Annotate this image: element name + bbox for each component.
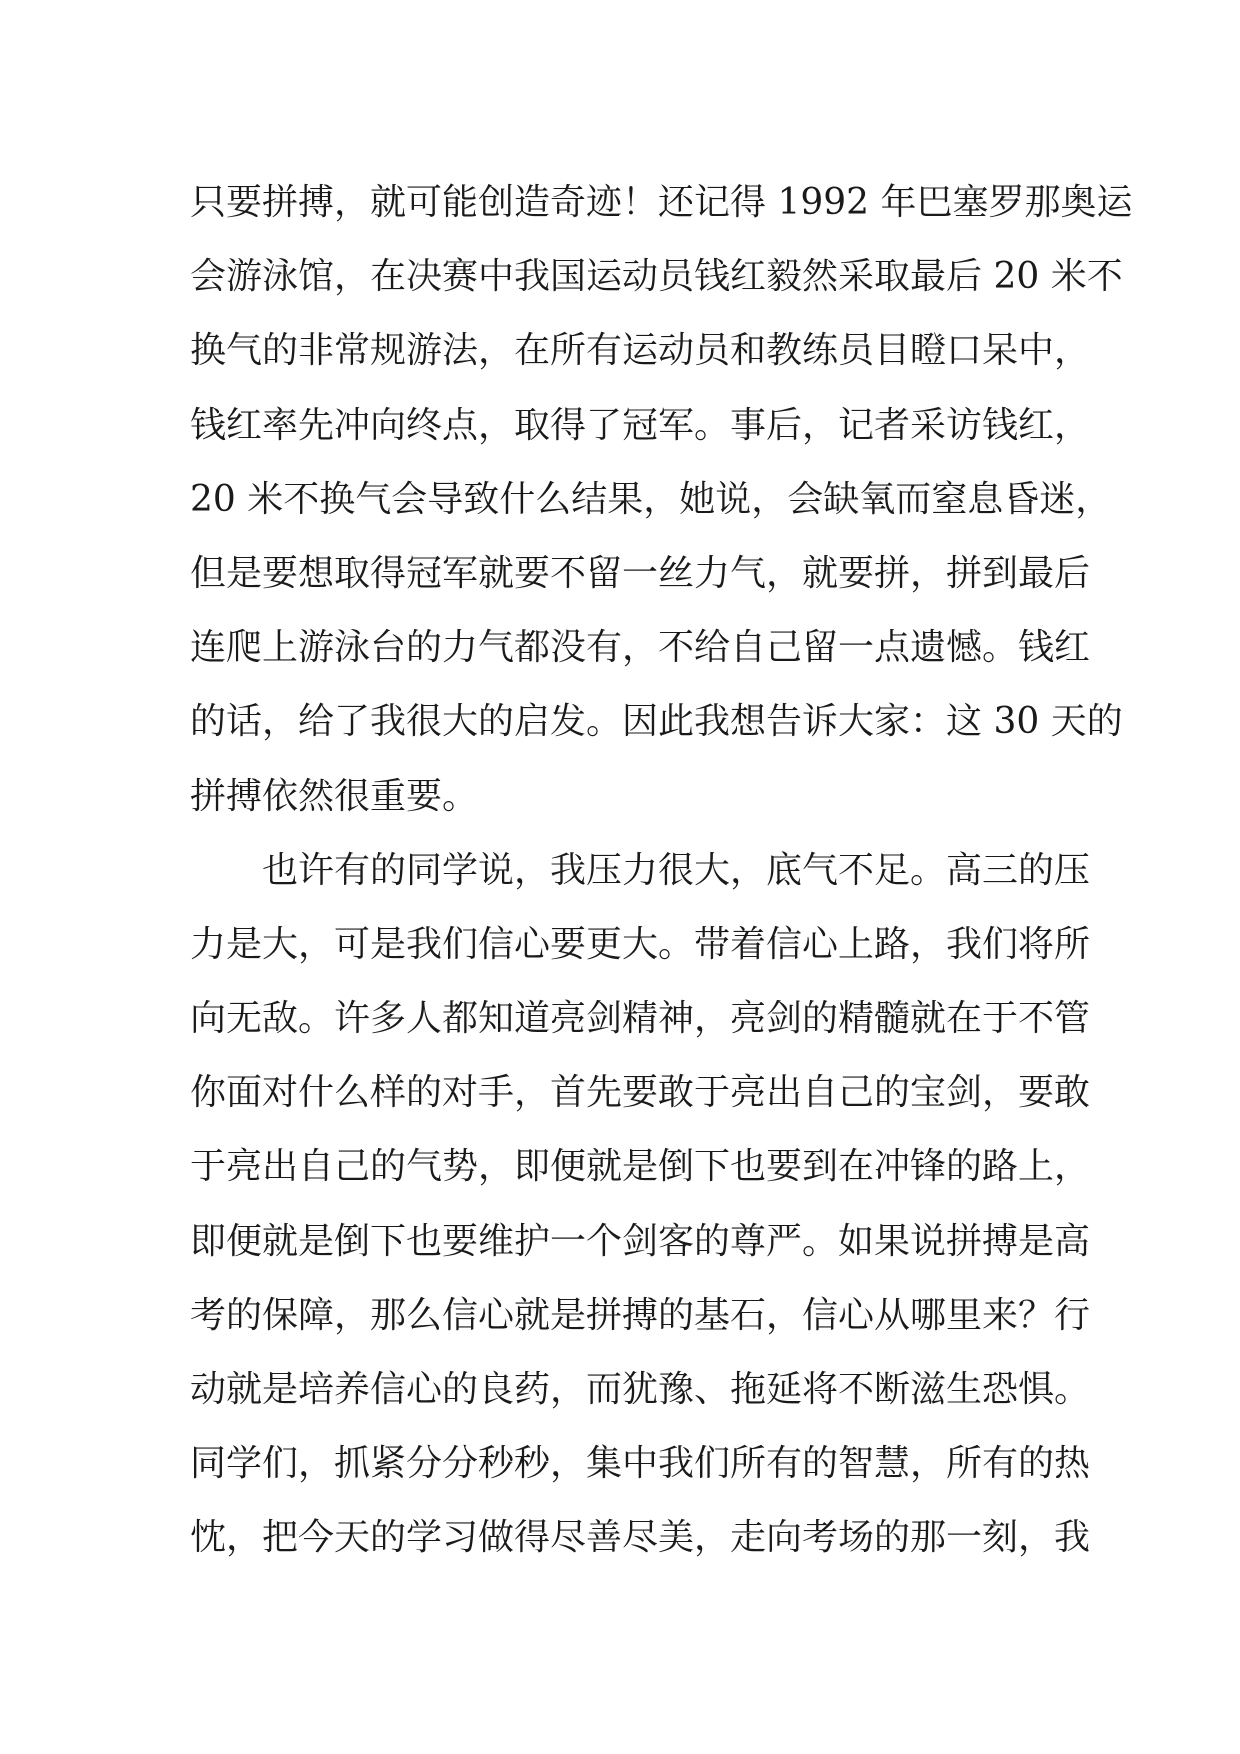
text-line: 你面对什么样的对手，首先要敢于亮出自己的宝剑，要敢 xyxy=(190,1072,1091,1114)
text-line: 20 米不换气会导致什么结果，她说，会缺氧而窒息昏迷， xyxy=(190,478,1112,520)
text-line: 即便就是倒下也要维护一个剑客的尊严。如果说拼搏是高 xyxy=(190,1220,1091,1262)
text-line: 换气的非常规游法，在所有运动员和教练员目瞪口呆中， xyxy=(190,330,1091,372)
text-line: 会游泳馆，在决赛中我国运动员钱红毅然采取最后 20 米不 xyxy=(190,256,1123,298)
text-line: 同学们，抓紧分分秒秒，集中我们所有的智慧，所有的热 xyxy=(190,1443,1091,1485)
paragraph-end-line: 拼搏依然很重要。 xyxy=(190,775,479,817)
paragraph-start-line: 也许有的同学说，我压力很大，底气不足。高三的压 xyxy=(190,849,1091,891)
text-line: 动就是培养信心的良药，而犹豫、拖延将不断滋生恐惧。 xyxy=(190,1369,1091,1410)
text-line: 只要拼搏，就可能创造奇迹！还记得 1992 年巴塞罗那奥运 xyxy=(190,182,1133,223)
text-line: 忱，把今天的学习做得尽善尽美，走向考场的那一刻，我 xyxy=(190,1517,1091,1559)
body-text xyxy=(190,166,1133,1576)
text-line: 钱红率先冲向终点，取得了冠军。事后，记者采访钱红， xyxy=(190,404,1091,446)
text-line: 于亮出自己的气势，即便就是倒下也要到在冲锋的路上， xyxy=(190,1146,1091,1188)
text-line: 的话，给了我很大的启发。因此我想告诉大家：这 30 天的 xyxy=(190,701,1123,743)
text-line: 力是大，可是我们信心要更大。带着信心上路，我们将所 xyxy=(190,923,1091,965)
text-line: 向无敌。许多人都知道亮剑精神，亮剑的精髓就在于不管 xyxy=(190,998,1091,1040)
text-line: 但是要想取得冠军就要不留一丝力气，就要拼，拼到最后 xyxy=(190,552,1091,594)
text-line: 连爬上游泳台的力气都没有，不给自己留一点遗憾。钱红 xyxy=(190,627,1091,669)
text-line: 考的保障，那么信心就是拼搏的基石，信心从哪里来？行 xyxy=(190,1294,1091,1336)
